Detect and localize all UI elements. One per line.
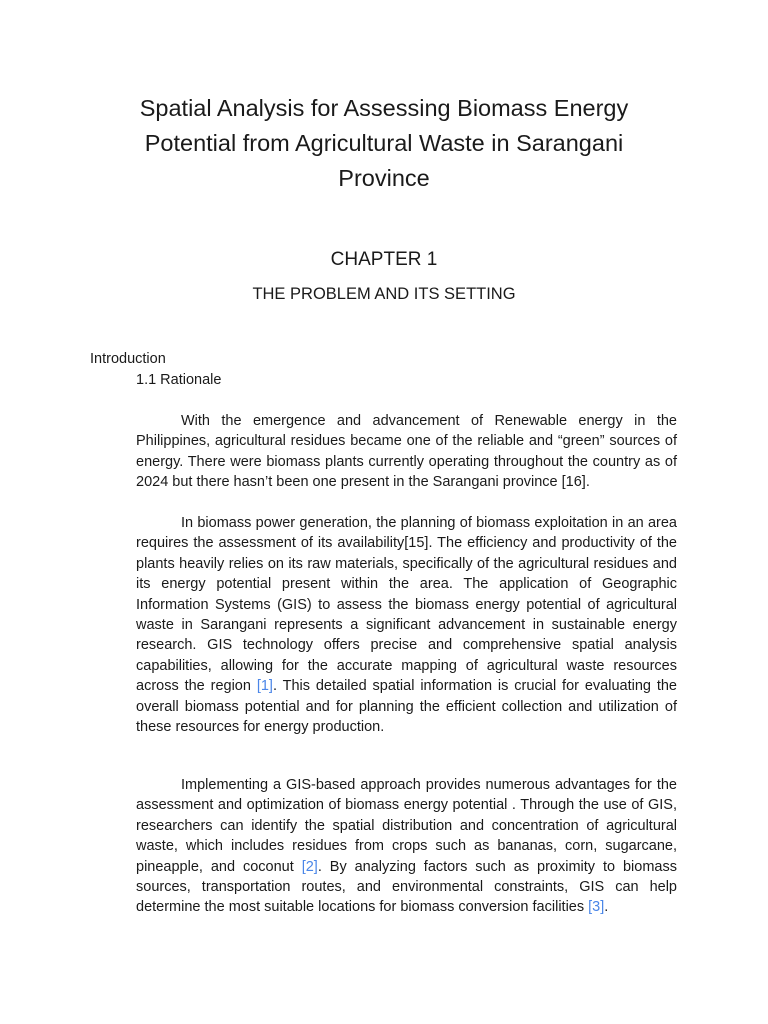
paragraph-3: [136, 775, 677, 918]
paragraph-3-text-b: . By analyzing factors such as proximity to biomass sources, transportation routes, and environmental constraints, GIS can help determine the most suitable locations for biomass conversion facilities: [136, 858, 677, 916]
paragraph-2-text-a: In biomass power generation, the planning of biomass exploitation in an area requires the assessment of its availability[15]. The efficiency and productivity of the plants heavily relies on its raw materials, specifically of the agricultural residues and its energy potential present within the area. The application of Geographic Information Systems (GIS) to assess the biomass energy potential of agricultural waste in Sarangani represents a significant advancement in sustainable energy research. GIS technology offers precise and comprehensive spatial analysis capabilities, allowing for the accurate mapping of agricultural waste resources across the region: [136, 515, 677, 695]
paragraph-3-text-a: Implementing a GIS-based approach provides numerous advantages for the assessment and optimization of biomass energy potential . Through the use of GIS, researchers can identify the spatial distribution and concentration of agricultural waste, which includes residues from crops such as bananas, corn, sugarcane, pineapple, and coconut: [136, 777, 677, 875]
subsection-heading-rationale: 1.1 Rationale: [136, 372, 222, 388]
paragraph-3-text-c: .: [604, 899, 609, 916]
chapter-subtitle: THE PROBLEM AND ITS SETTING: [252, 285, 516, 303]
document-title: Spatial Analysis for Assessing Biomass Energy Potential from Agricultural Waste in Sarangani Province: [139, 95, 629, 191]
chapter-heading: CHAPTER 1: [330, 249, 438, 270]
paragraph-2-text-b: . This detailed spatial information is crucial for evaluating the overall biomass potential and for planning the efficient collection and utilization of these resources for energy production.: [136, 678, 677, 736]
section-heading-introduction: Introduction: [90, 351, 166, 367]
citation-link-3[interactable]: [3]: [588, 899, 605, 916]
citation-link-2[interactable]: [2]: [301, 858, 318, 875]
paragraph-2: [136, 513, 677, 737]
citation-link-1[interactable]: [1]: [256, 678, 273, 695]
paragraph-1: With the emergence and advancement of Renewable energy in the Philippines, agricultural residues became one of the reliable and “green” sources of energy. There were biomass plants currently operating throughout the country as of 2024 but there hasn’t been one present in the Sarangani province [16].: [136, 413, 677, 491]
